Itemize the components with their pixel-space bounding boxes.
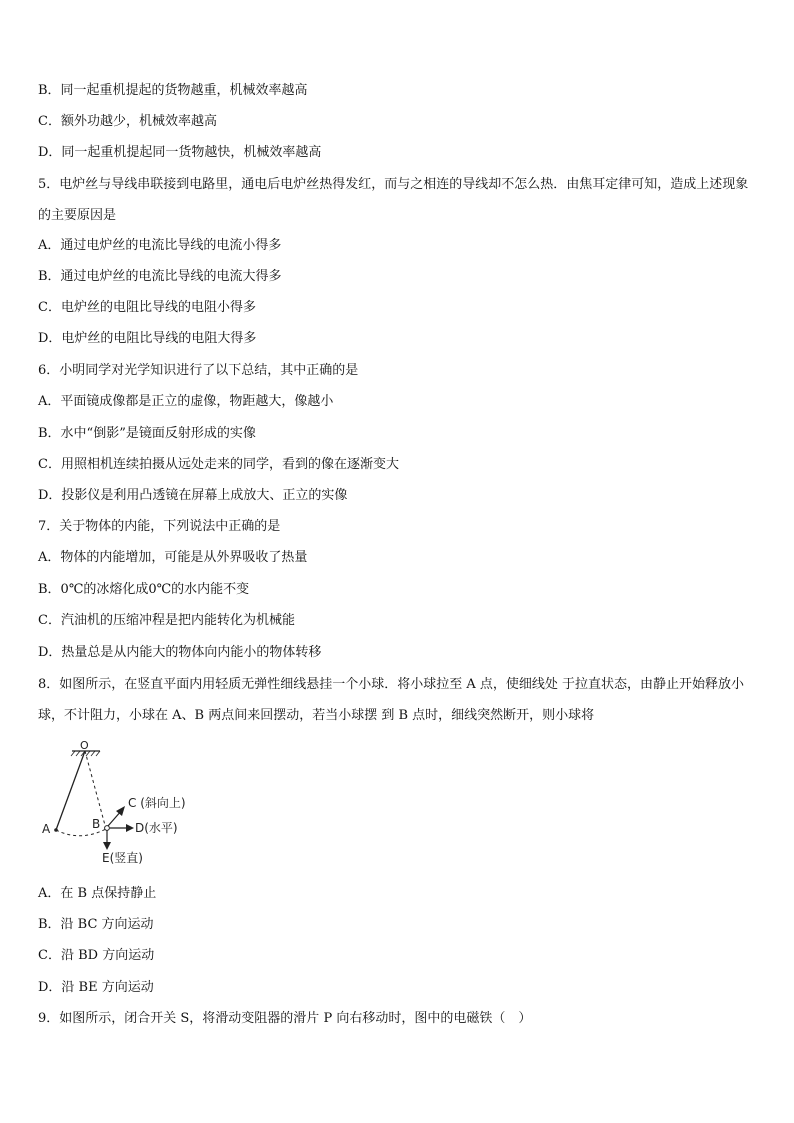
label-b: B — [92, 817, 101, 831]
q6-option-c: C．用照相机连续拍摄从远处走来的同学，看到的像在逐渐变大 — [38, 457, 399, 472]
q8-option-a: A．在 B 点保持静止 — [38, 886, 157, 901]
q7-option-a: A．物体的内能增加，可能是从外界吸收了热量 — [38, 550, 308, 565]
q5-option-a: A．通过电炉丝的电流比导线的电流小得多 — [38, 238, 282, 253]
q6-option-b: B．水中“倒影”是镜面反射形成的实像 — [38, 426, 256, 441]
q9-stem: 9．如图所示，闭合开关 S，将滑动变阻器的滑片 P 向右移动时，图中的电磁铁（ ） — [38, 1011, 532, 1026]
q8-pendulum-figure — [36, 738, 216, 868]
q7-option-c: C．汽油机的压缩冲程是把内能转化为机械能 — [38, 613, 295, 628]
q6-option-d: D．投影仪是利用凸透镜在屏幕上成放大、正立的实像 — [38, 488, 348, 503]
q8-option-b: B．沿 BC 方向运动 — [38, 917, 154, 932]
q4-option-d: D．同一起重机提起同一货物越快，机械效率越高 — [38, 145, 322, 160]
label-e: E(竖直) — [102, 851, 143, 865]
q5-option-c: C．电炉丝的电阻比导线的电阻小得多 — [38, 300, 256, 315]
q8-option-d: D．沿 BE 方向运动 — [38, 980, 154, 995]
q4-option-c: C．额外功越少，机械效率越高 — [38, 114, 217, 129]
q8-stem: 8．如图所示，在竖直平面内用轻质无弹性细线悬挂一个小球．将小球拉至 A 点，使细线处 于拉直状态，由静止开始释放小球，不计阻力，小球在 A、B 两点间来回摆动，若当小球摆 到 B 点时，细线突然断开，则小球将 — [38, 677, 745, 723]
ball-b — [105, 826, 110, 831]
q6-stem: 6．小明同学对光学知识进行了以下总结，其中正确的是 — [38, 363, 359, 378]
q7-option-d: D．热量总是从内能大的物体向内能小的物体转移 — [38, 645, 322, 660]
q5-stem: 5．电炉丝与导线串联接到电路里，通电后电炉丝热得发红，而与之相连的导线却不怎么热．由焦耳定律可知，造成上述现象的主要原因是 — [38, 177, 749, 223]
label-a: A — [42, 822, 51, 836]
q4-option-b: B．同一起重机提起的货物越重，机械效率越高 — [38, 83, 308, 98]
string-line — [56, 751, 85, 830]
q8-option-c: C．沿 BD 方向运动 — [38, 948, 155, 963]
q6-option-a: A．平面镜成像都是正立的虚像，物距越大，像越小 — [38, 394, 334, 409]
label-c: C (斜向上) — [128, 796, 186, 810]
q7-stem: 7．关于物体的内能，下列说法中正确的是 — [38, 519, 281, 534]
q5-option-d: D．电炉丝的电阻比导线的电阻大得多 — [38, 331, 257, 346]
point-a — [54, 828, 58, 832]
q7-option-b: B．0℃的冰熔化成0℃的水内能不变 — [38, 582, 250, 597]
label-d: D(水平) — [135, 821, 178, 835]
label-o: O — [80, 739, 89, 752]
q5-option-b: B．通过电炉丝的电流比导线的电流大得多 — [38, 269, 282, 284]
